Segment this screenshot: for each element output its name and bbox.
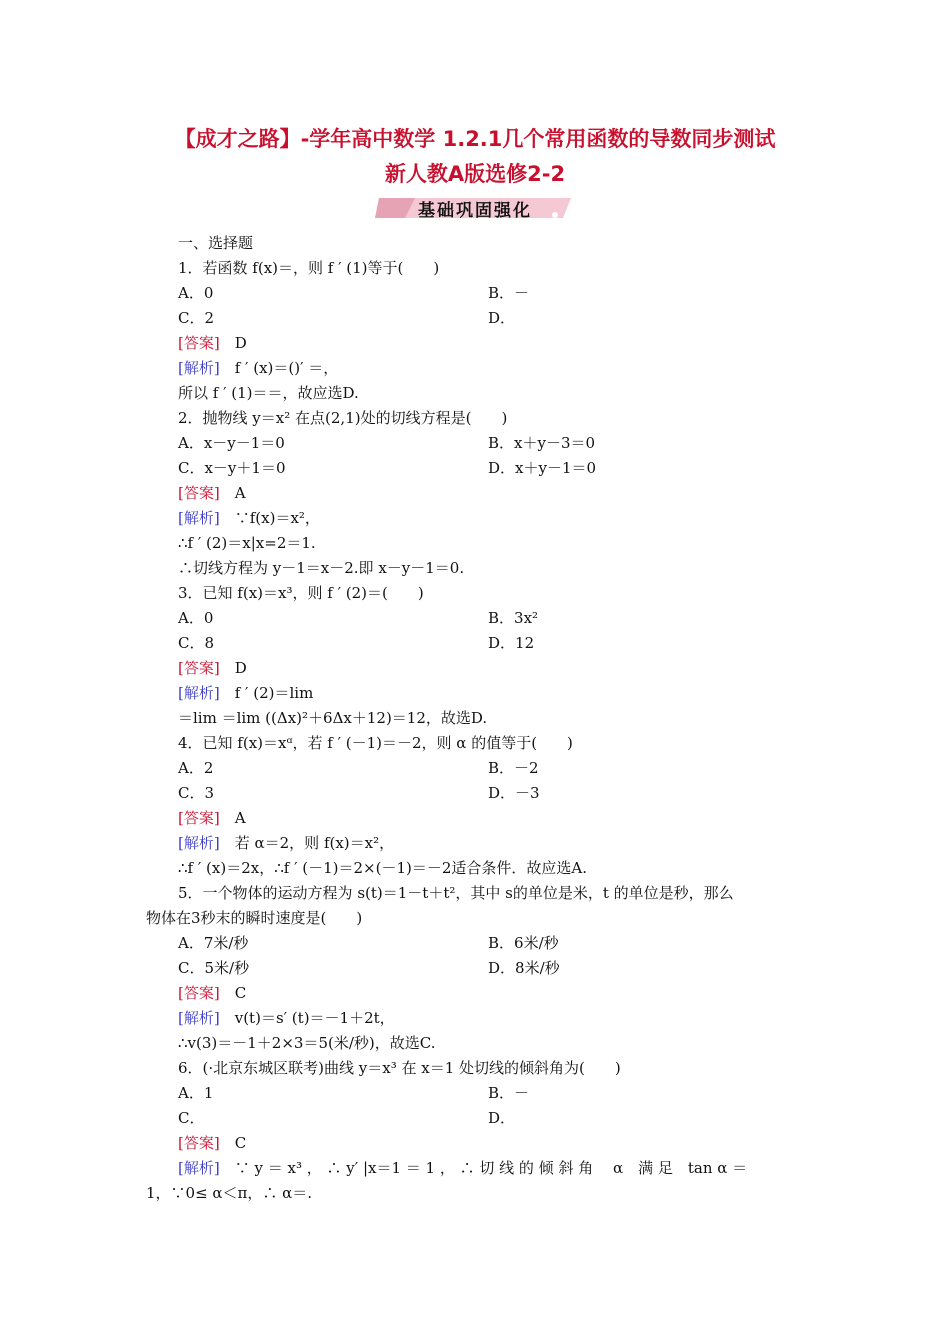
question-4-analysis-2: ∴f ′ (x)＝2x，∴f ′ (－1)＝2×(－1)＝－2适合条件．故应选A. [178,859,587,877]
document-title-line-1: 【成才之路】-学年高中数学 1.2.1几个常用函数的导数同步测试 [174,127,776,151]
question-1-option-c: C．2 [178,309,215,327]
question-6-option-c: C． [178,1109,205,1127]
question-2-analysis-2: ∴f ′ (2)＝x|x=2＝1. [178,534,316,552]
answer-tag: [答案] [178,809,220,827]
question-5-analysis-row [178,1008,395,1028]
question-1-stem: 1．若函数 f(x)＝，则 f ′ (1)等于( ) [178,259,440,277]
question-6-answer-row [178,1133,246,1153]
question-5-analysis-2: ∴v(3)＝－1＋2×3＝5(米/秒)，故选C. [178,1034,436,1052]
question-2-analysis-row [178,508,320,528]
question-1-analysis-2: 所以 f ′ (1)＝＝，故应选D. [178,384,359,402]
question-6-analysis-row [178,1158,747,1178]
question-4-option-b: B．－2 [488,759,539,777]
document-title-line-2: 新人教A版选修2-2 [384,162,566,186]
question-2-option-c: C．x－y＋1＝0 [178,459,286,477]
question-6-option-a: A．1 [178,1084,214,1102]
question-3-answer-row [178,658,247,678]
question-1-analysis-1: f ′ (x)＝()′ ＝， [234,359,339,377]
question-3-option-c: C．8 [178,634,215,652]
question-2-option-a: A．x－y－1＝0 [178,434,285,452]
question-2-analysis-3: ∴切线方程为 y－1＝x－2.即 x－y－1＝0. [178,559,465,577]
question-1-analysis-row [178,358,338,378]
question-6-analysis-2: 1，∵0≤ α＜π，∴ α＝. [146,1184,313,1202]
question-6-option-b: B．－ [488,1084,530,1102]
analysis-tag: [解析] [178,1159,220,1177]
question-4-option-c: C．3 [178,784,215,802]
analysis-tag: [解析] [178,359,220,377]
question-3-option-b: B．3x² [488,609,539,627]
question-2-option-b: B．x＋y－3＝0 [488,434,596,452]
question-2-answer: A [234,484,246,502]
question-1-option-d: D． [488,309,516,327]
question-4-analysis-1: 若 α＝2，则 f(x)＝x²， [234,834,395,852]
question-5-stem-continued: 物体在3秒末的瞬时速度是( ) [146,909,363,927]
question-6-stem: 6．(·北京东城区联考)曲线 y＝x³ 在 x＝1 处切线的倾斜角为( ) [178,1059,621,1077]
question-3-analysis-2: ＝lim ＝lim ((Δx)²＋6Δx＋12)＝12，故选D. [178,709,488,727]
question-6-option-d: D． [488,1109,516,1127]
question-3-stem: 3．已知 f(x)＝x³，则 f ′ (2)＝( ) [178,584,424,602]
question-4-analysis-row [178,833,394,853]
question-4-stem: 4．已知 f(x)＝xᵅ，若 f ′ (－1)＝－2，则 α 的值等于( ) [178,734,573,752]
question-5-answer: C [234,984,247,1002]
question-3-option-a: A．0 [178,609,214,627]
analysis-tag: [解析] [178,834,220,852]
question-4-option-d: D．－3 [488,784,540,802]
answer-tag: [答案] [178,984,220,1002]
question-4-answer-row [178,808,246,828]
question-5-analysis-1: v(t)＝s′ (t)＝－1＋2t， [234,1009,395,1027]
section-banner [375,195,575,221]
analysis-tag: [解析] [178,509,220,527]
question-6-analysis-1: ∵ y ＝ x³ ， ∴ y′ |x＝1 ＝ 1 ， ∴ 切 线 的 倾 斜 角 α 满 足 tan α ＝ [234,1159,748,1177]
question-3-answer: D [234,659,247,677]
question-2-option-d: D．x＋y－1＝0 [488,459,597,477]
answer-tag: [答案] [178,484,220,502]
question-5-option-d: D．8米/秒 [488,959,560,977]
question-3-option-d: D．12 [488,634,535,652]
question-4-answer: A [234,809,246,827]
analysis-tag: [解析] [178,684,220,702]
question-1-answer: D [234,334,247,352]
question-2-answer-row [178,483,246,503]
question-5-answer-row [178,983,246,1003]
question-3-analysis-1: f ′ (2)＝lim [234,684,314,702]
answer-tag: [答案] [178,1134,220,1152]
question-2-stem: 2．抛物线 y＝x² 在点(2,1)处的切线方程是( ) [178,409,508,427]
question-5-option-b: B．6米/秒 [488,934,559,952]
question-5-option-a: A．7米/秒 [178,934,249,952]
banner-label: 基础巩固强化 [418,201,532,221]
question-6-answer: C [234,1134,247,1152]
analysis-tag: [解析] [178,1009,220,1027]
question-2-analysis-1: ∵f(x)＝x²， [234,509,320,527]
answer-tag: [答案] [178,659,220,677]
question-1-option-a: A．0 [178,284,214,302]
question-1-option-b: B．－ [488,284,530,302]
question-3-analysis-row [178,683,313,703]
answer-tag: [答案] [178,334,220,352]
section-heading: 一、选择题 [178,234,254,252]
question-5-option-c: C．5米/秒 [178,959,250,977]
question-5-stem: 5．一个物体的运动方程为 s(t)＝1－t＋t²，其中 s的单位是米，t 的单位是秒，那么 [178,884,734,902]
question-1-answer-row [178,333,247,353]
question-4-option-a: A．2 [178,759,214,777]
